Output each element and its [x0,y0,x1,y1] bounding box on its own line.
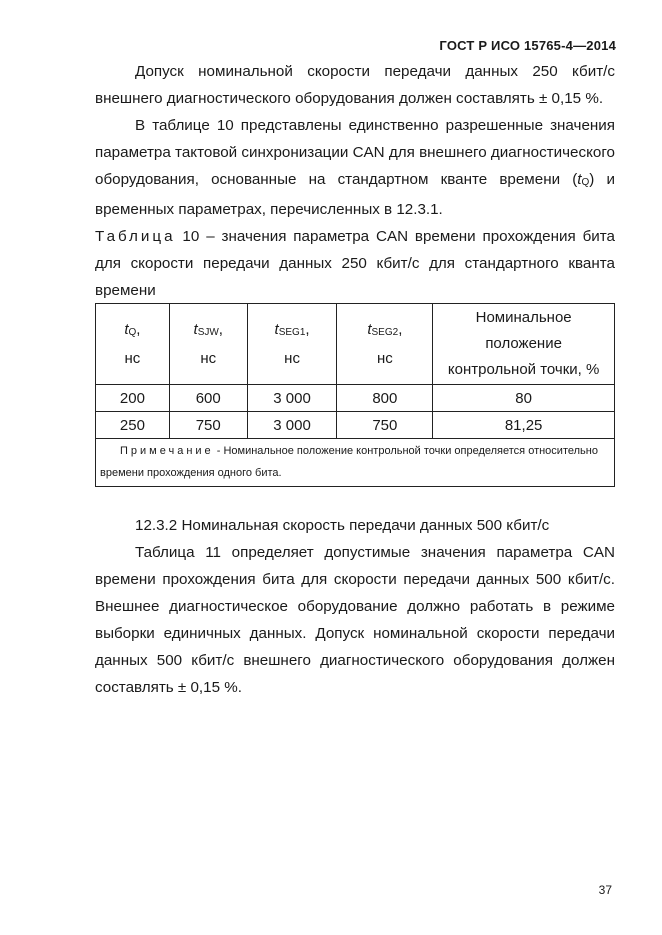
table-cell: 200 [96,385,170,412]
header-tseg1-comma: , [305,320,310,338]
header-tsjw-comma: , [218,320,223,338]
page-number: 37 [598,883,612,897]
table-note-text: - Номинальное положение контрольной точки определяется относительно времени прохождения одного бита. [100,445,598,479]
bit-timing-table [95,303,615,487]
table-cell: 600 [169,385,247,412]
intro-text [95,58,615,304]
table-header-row [96,304,615,385]
paragraph-table11-intro: Таблица 11 определяет допустимые значения параметра CAN времени прохождения бита для скорости передачи данных 500 кбит/с. Внешнее диагностическое оборудование должно работать в режиме выборки единичных данных. Допуск номинальной скорости передачи данных 500 кбит/с внешнего диагностического оборудования должен составлять ± 0,15 %. [95,544,615,696]
header-tseg1 [247,304,337,385]
section-heading-12-3-2: 12.3.2 Номинальная скорость передачи данных 500 кбит/с [135,517,550,534]
table-note-row [96,439,615,487]
paragraph-table10-intro-end: ) и временных параметрах, перечисленных в 12.3.1. [95,171,615,218]
table-note-label: Примечание [120,445,214,457]
header-tsjw [169,304,247,385]
header-tq-unit: нс [124,349,141,367]
header-tsjw-symbol: t [193,320,198,338]
paragraph-tolerance-250: Допуск номинальной скорости передачи данных 250 кбит/с внешнего диагностического оборудования должен составлять ± 0,15 %. [95,63,615,107]
paragraph-table10-intro [95,112,615,223]
table-cell: 250 [96,412,170,439]
header-tseg1-unit: нс [284,349,300,367]
header-sample-point-line2: положение [485,335,562,352]
header-sample-point-line3: контрольной точки, % [447,361,600,378]
header-tseg1-subscript: SEG1 [278,326,306,338]
table-caption-label: Таблица [95,228,176,245]
table-row [96,412,615,439]
table-cell: 750 [337,412,433,439]
header-tsjw-unit: нс [200,349,217,367]
header-tseg1-symbol: t [274,320,279,338]
time-quantum-symbol: t [577,171,582,188]
header-tseg2 [337,304,433,385]
table-cell: 3 000 [247,412,337,439]
time-quantum-subscript: Q [581,177,590,188]
table-caption-text: 10 – значения параметра CAN времени прохождения бита для скорости передачи данных 250 кбит/с для стандартного кванта времени [95,228,615,299]
table-cell: 800 [337,385,433,412]
header-tseg2-symbol: t [367,320,372,338]
table-caption [95,223,615,304]
table-cell: 80 [433,385,615,412]
table-cell: 3 000 [247,385,337,412]
header-sample-point-line1: Номинальное [475,309,572,326]
header-tq [96,304,170,385]
paragraph-table10-intro-start: В таблице 10 представлены единственно разрешенные значения параметра тактовой синхронизации CAN для внешнего диагностического оборудования, основанные на стандартном кванте времени ( [95,117,615,188]
section-text [95,512,615,701]
header-tsjw-subscript: SJW [197,326,219,338]
document-header: ГОСТ Р ИСО 15765-4—2014 [439,38,616,53]
header-sample-point [433,304,615,385]
table-row [96,385,615,412]
table-note [96,439,615,487]
header-tq-subscript: Q [128,326,137,338]
table-cell: 81,25 [433,412,615,439]
header-tseg2-subscript: SEG2 [371,326,399,338]
header-tq-comma: , [136,320,141,338]
header-tseg2-unit: нс [376,349,393,367]
table-cell: 750 [169,412,247,439]
header-tseg2-comma: , [398,320,403,338]
header-tq-symbol: t [124,320,129,338]
